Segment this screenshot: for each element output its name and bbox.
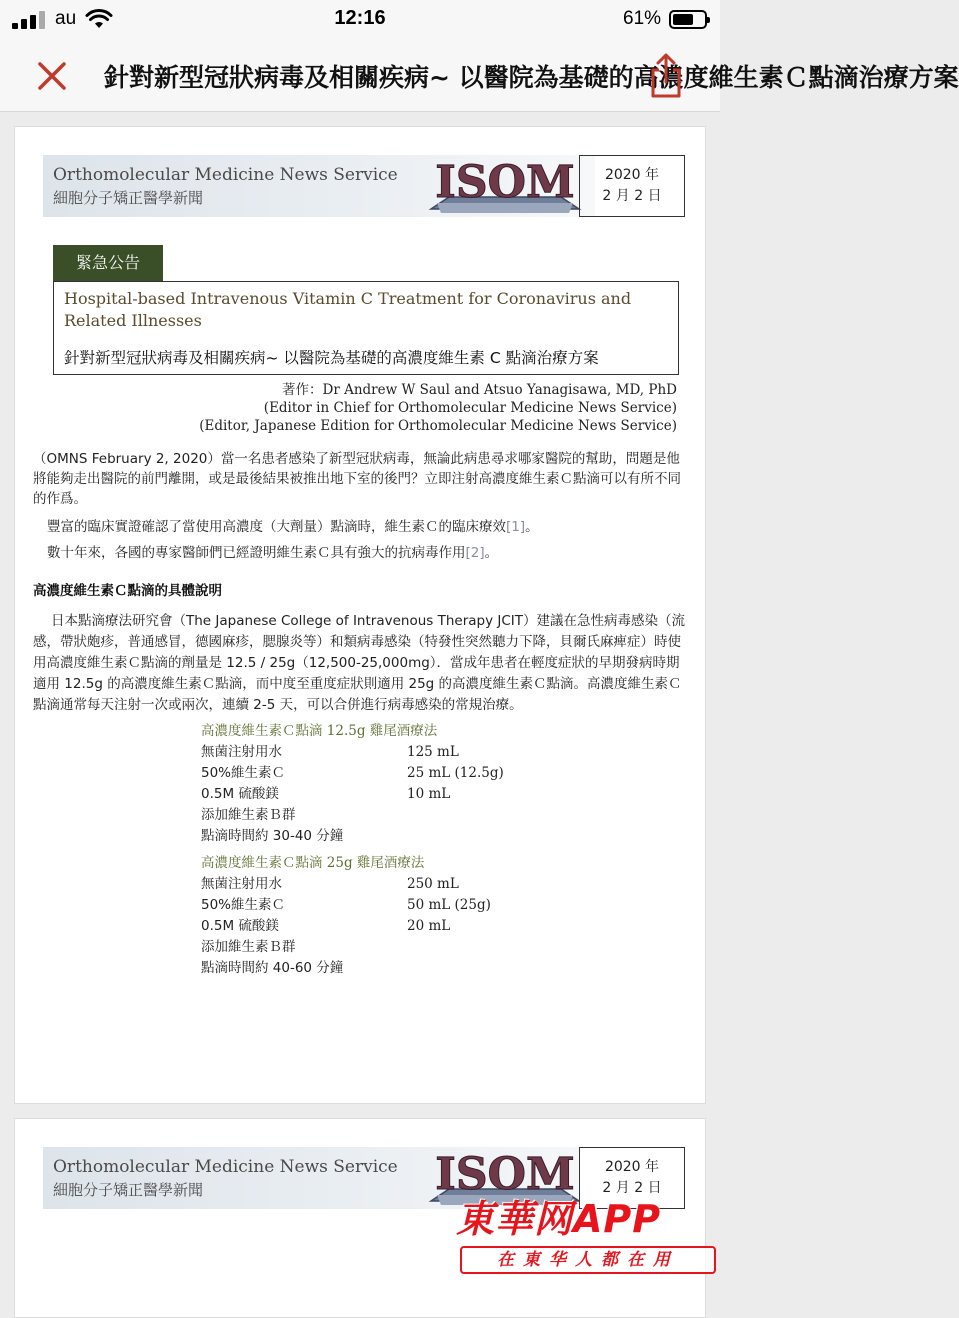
isom-logo bbox=[429, 151, 581, 221]
date-box bbox=[579, 155, 685, 217]
headline-english: Hospital-based Intravenous Vitamin C Treatment for Coronavirus and Related Illnesses bbox=[64, 289, 632, 330]
reference-link[interactable]: [1] bbox=[506, 519, 526, 535]
authors-block bbox=[77, 381, 677, 435]
service-name-zh: 細胞分子矯正醫學新聞 bbox=[53, 1181, 204, 1199]
author-line: (Editor, Japanese Edition for Orthomolecular Medicine News Service) bbox=[199, 418, 677, 434]
regimen-row: 無菌注射用水 125 mL bbox=[201, 744, 459, 760]
close-icon[interactable] bbox=[30, 54, 74, 98]
paragraph-clinical: 豐富的臨床實證確認了當使用高濃度（大劑量）點滴時，維生素Ｃ的臨床療效[1]。 bbox=[47, 519, 539, 535]
headline-chinese: 針對新型冠狀病毒及相關疾病~ 以醫院為基礎的高濃度維生素 C 點滴治療方案 bbox=[64, 349, 599, 367]
watermark-slogan: 在東华人都在用 bbox=[460, 1246, 716, 1274]
page-title: 針對新型冠狀病毒及相關疾病~ 以醫院為基礎的高濃度維生素Ｃ點滴治療方案 bbox=[104, 63, 959, 92]
watermark-logo: 東華网APP bbox=[456, 1197, 662, 1241]
status-bar bbox=[0, 0, 720, 40]
date-day: 2 月 2 日 bbox=[602, 188, 662, 204]
date-year: 2020 年 bbox=[604, 167, 660, 183]
date-day: 2 月 2 日 bbox=[602, 1180, 662, 1196]
regimen-row: 無菌注射用水 250 mL bbox=[201, 876, 459, 892]
battery-icon bbox=[669, 10, 707, 29]
regimen-row: 50%維生素Ｃ 50 mL (25g) bbox=[201, 897, 491, 913]
clock: 12:16 bbox=[334, 7, 386, 29]
document-page bbox=[14, 126, 706, 1104]
battery-percent: 61% bbox=[623, 8, 662, 29]
share-icon[interactable] bbox=[644, 52, 688, 100]
urgent-notice-tab: 緊急公告 bbox=[53, 245, 163, 281]
regimen-25g bbox=[201, 853, 561, 979]
date-year: 2020 年 bbox=[604, 1159, 660, 1175]
regimen-title: 高濃度維生素Ｃ點滴 25g 雞尾酒療法 bbox=[201, 855, 425, 871]
regimen-row: 0.5M 硫酸鎂 20 mL bbox=[201, 918, 451, 934]
service-name-en: Orthomolecular Medicine News Service bbox=[53, 165, 398, 185]
headline-box bbox=[53, 281, 679, 375]
reference-link[interactable]: [2] bbox=[465, 545, 485, 561]
paragraph-intro: （OMNS February 2, 2020）當一名患者感染了新型冠狀病毒，無論此病患尋求哪家醫院的幫助，問題是他將能夠走出醫院的前門離開，或是最後結果被推出地下室的後門？立即注射高濃度維生素Ｃ點滴可以有所不同的作爲。 bbox=[33, 451, 681, 507]
regimen-row: 50%維生素Ｃ 25 mL (12.5g) bbox=[201, 765, 504, 781]
author-line: (Editor in Chief for Orthomolecular Medicine News Service) bbox=[263, 400, 677, 416]
svg-text:ISOM: ISOM bbox=[435, 1149, 575, 1200]
svg-text:ISOM: ISOM bbox=[435, 157, 575, 208]
regimen-row: 點滴時間約 30-40 分鐘 bbox=[201, 828, 344, 844]
paragraph-antiviral: 數十年來，各國的專家醫師們已經證明維生素Ｃ具有強大的抗病毒作用[2]。 bbox=[47, 545, 499, 561]
regimen-title: 高濃度維生素Ｃ點滴 12.5g 雞尾酒療法 bbox=[201, 723, 438, 739]
service-name-en: Orthomolecular Medicine News Service bbox=[53, 1157, 398, 1177]
regimen-row: 添加維生素Ｂ群 bbox=[201, 807, 296, 823]
navigation-bar bbox=[0, 40, 959, 112]
carrier-label: au bbox=[55, 8, 77, 29]
regimen-row: 0.5M 硫酸鎂 10 mL bbox=[201, 786, 451, 802]
watermark bbox=[456, 1196, 720, 1280]
section-title: 高濃度維生素Ｃ點滴的具體說明 bbox=[33, 583, 222, 599]
paragraph-jcit: 日本點滴療法研究會（The Japanese College of Intravenous Therapy JCIT）建議在急性病毒感染（流感，帶狀皰疹，普通感冒，德國麻疹，腮腺炎等）和類病毒感染（特發性突然聽力下降，貝爾氏麻痺症）時使用高濃度維生素Ｃ點滴的劑量是 12.5 / 25g（12,500-25,000mg）．當成年患者在輕度症狀的早期發病時期適用 12.5g 的高濃度維生素Ｃ點滴，而中度至重度症狀則適用 25g 的高濃度維生素Ｃ點滴。高濃度維生素Ｃ點滴通常每天注射一次或兩次，連續 2-5 天，可以合併進行病毒感染的常規治療。 bbox=[33, 613, 686, 713]
regimen-row: 點滴時間約 40-60 分鐘 bbox=[201, 960, 344, 976]
author-line: 著作：Dr Andrew W Saul and Atsuo Yanagisawa, MD, PhD bbox=[282, 382, 677, 398]
regimen-row: 添加維生素Ｂ群 bbox=[201, 939, 296, 955]
service-name-zh: 細胞分子矯正醫學新聞 bbox=[53, 189, 204, 207]
regimen-12-5g bbox=[201, 721, 561, 847]
